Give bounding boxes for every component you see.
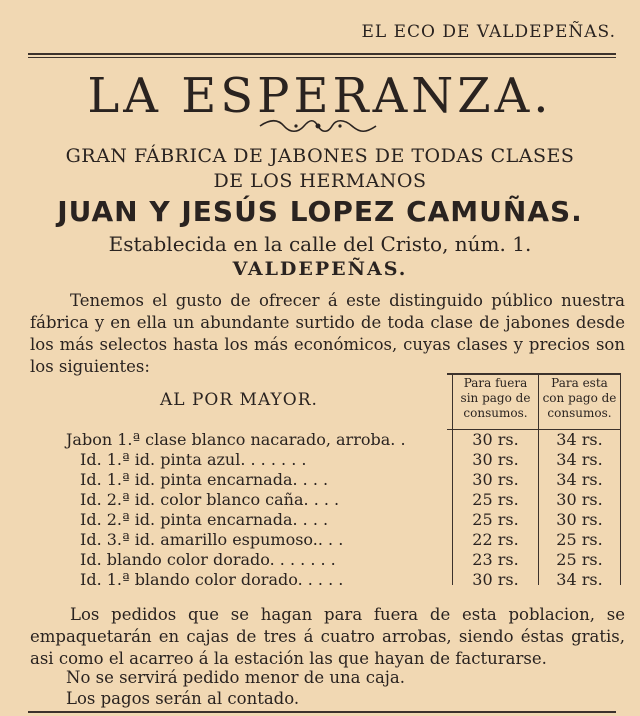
price-outside: 23 rs. [472,550,519,569]
bottom-rule [28,711,616,713]
price-outside: 30 rs. [472,570,519,589]
price-row [0,430,640,450]
outro-paragraph: Los pedidos que se hagan para fuera de esta poblacion, se empaquetarán en cajas de tres á cuatro arrobas, siendo éstas gratis, asi como el acarreo á la estación las que hayan de facturarse. [30,605,625,668]
price-local: 34 rs. [556,450,603,469]
price-outside: 30 rs. [472,470,519,489]
note-min-order: No se servirá pedido menor de una caja. [66,668,405,687]
col-header-line: Para fuera [463,376,528,390]
price-local: 34 rs. [556,570,603,589]
price-row [0,470,640,490]
price-outside: 25 rs. [472,510,519,529]
note-payment: Los pagos serán al contado. [66,689,300,708]
row-label: Id. 2.ª id. color blanco caña. . . . [80,490,340,509]
address: Establecida en la calle del Cristo, núm. 1. [108,232,532,256]
price-outside: 30 rs. [472,450,519,469]
wholesale-label: AL POR MAYOR. [160,390,318,410]
price-row [0,530,640,550]
price-row [0,450,640,470]
row-label: Id. blando color dorado. . . . . . . [80,550,336,569]
subtitle-line-2: DE LOS HERMANOS [213,170,427,192]
top-rule [28,53,616,55]
price-outside: 25 rs. [472,490,519,509]
city: VALDEPEÑAS. [232,258,408,280]
newspaper-header: EL ECO DE VALDEPEÑAS. [361,22,616,42]
price-local: 34 rs. [556,430,603,449]
row-label: Jabon 1.ª clase blanco nacarado, arroba. . [66,430,406,449]
col-header-line: con pago de [542,391,617,405]
subtitle-line-1: GRAN FÁBRICA DE JABONES DE TODAS CLASES [65,145,575,167]
price-local: 30 rs. [556,490,603,509]
price-row [0,550,640,570]
price-row [0,490,640,510]
price-local: 30 rs. [556,510,603,529]
col-header-line: Para esta [551,376,608,390]
top-rule-thin [28,57,616,58]
row-label: Id. 1.ª blando color dorado. . . . . [80,570,344,589]
row-label: Id. 2.ª id. pinta encarnada. . . . [80,510,329,529]
row-label: Id. 1.ª id. pinta azul. . . . . . . [80,450,307,469]
price-local: 34 rs. [556,470,603,489]
price-local: 25 rs. [556,550,603,569]
price-local: 25 rs. [556,530,603,549]
price-row [0,570,640,590]
owners-name: JUAN Y JESÚS LOPEZ CAMUÑAS. [57,195,583,228]
row-label: Id. 1.ª id. pinta encarnada. . . . [80,470,329,489]
price-row [0,510,640,530]
price-outside: 30 rs. [472,430,519,449]
ad-title: LA ESPERANZA. [87,68,553,124]
col-header-local [539,376,620,421]
col-header-line: consumos. [547,406,612,420]
ornament-flourish [258,117,378,135]
col-header-line: sin pago de [460,391,531,405]
row-label: Id. 3.ª id. amarillo espumoso.. . . [80,530,344,549]
price-outside: 22 rs. [472,530,519,549]
col-header-line: consumos. [463,406,528,420]
col-header-outside [453,376,538,421]
intro-paragraph: Tenemos el gusto de ofrecer á este distinguido público nuestra fábrica y en ella un abundante surtido de toda clase de jabones desde los más selectos hasta los más económicos, cuyas clases y precios son los siguientes: [30,291,625,376]
